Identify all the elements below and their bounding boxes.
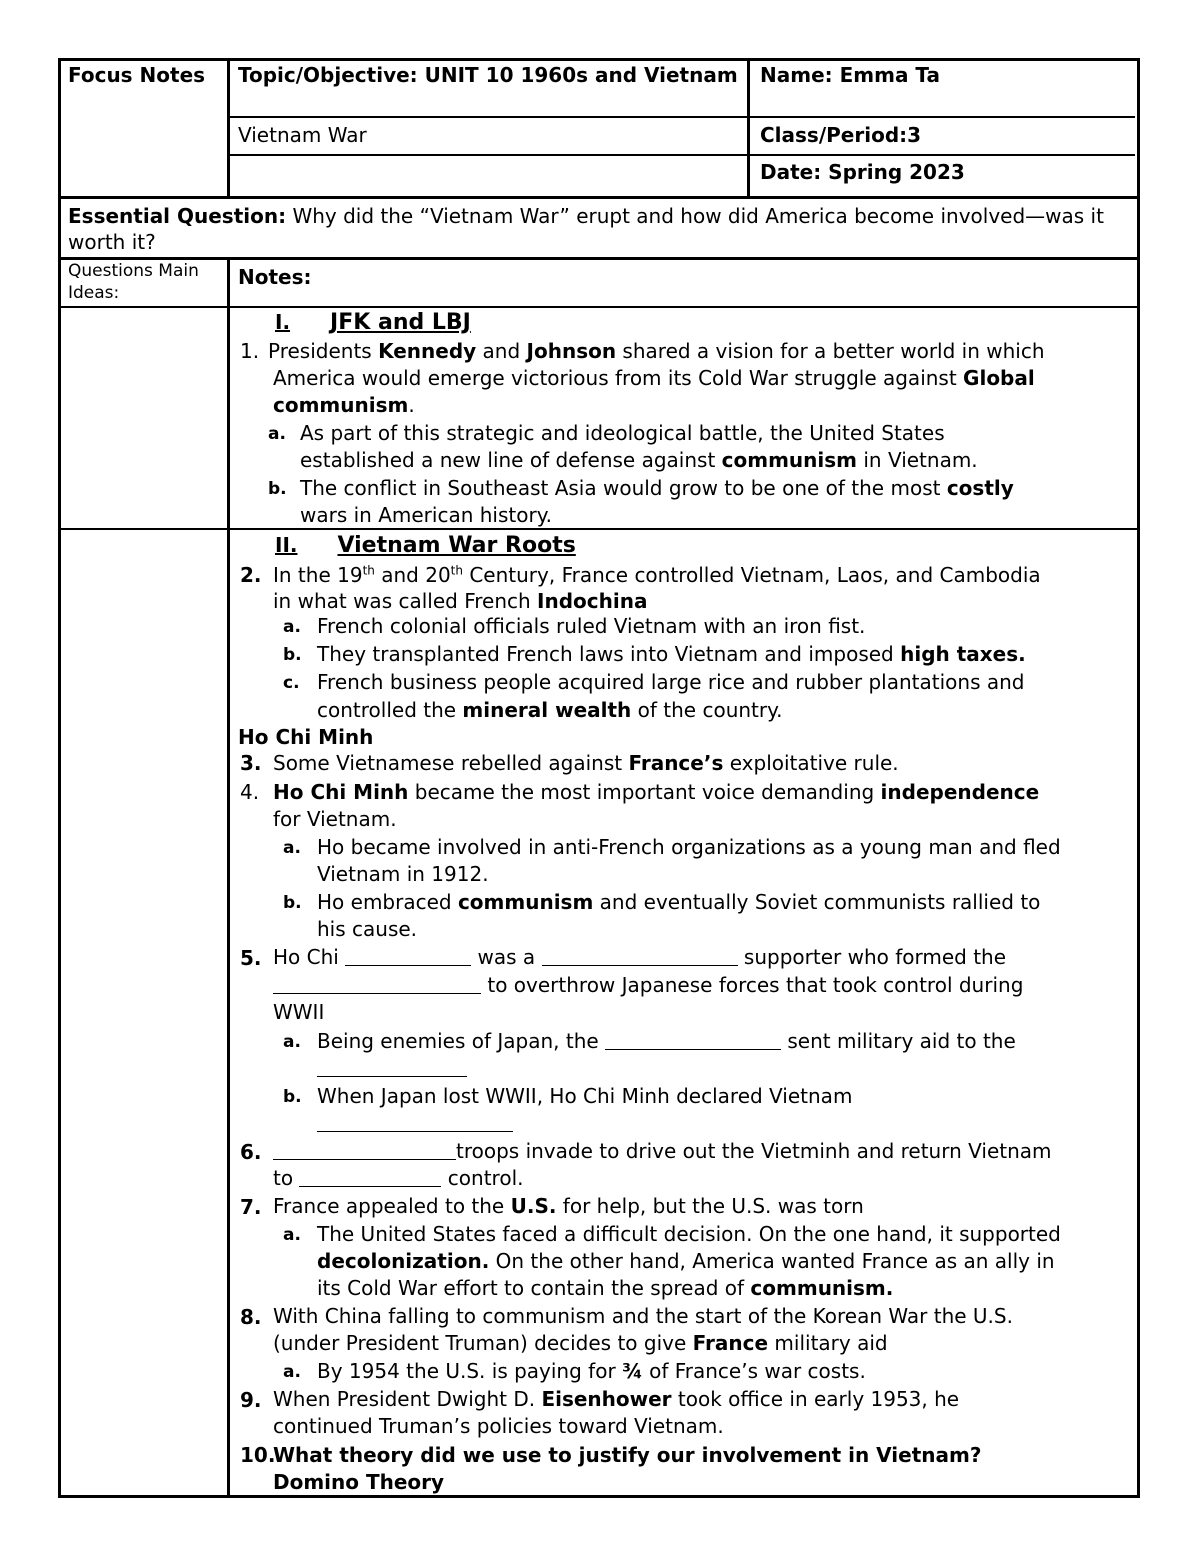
blank-input[interactable] (605, 1029, 781, 1050)
item-5a-line1: Being enemies of Japan, the sent military aid to the (317, 1029, 1016, 1053)
item-8a-label: a. (283, 1362, 301, 1382)
blank-input[interactable] (273, 1139, 456, 1160)
item-2c-label: c. (283, 673, 300, 693)
item-9-line1: When President Dwight D. Eisenhower took office in early 1953, he (273, 1387, 960, 1411)
item-1b-label: b. (268, 479, 287, 499)
item-5-line2: to overthrow Japanese forces that took control during (273, 972, 1023, 998)
section1-heading: I. JFK and LBJ (275, 310, 471, 335)
item-3-number: 3. (240, 751, 262, 775)
item-7a-line2: decolonization. On the other hand, America wanted France as an ally in (317, 1249, 1055, 1273)
item-6-number: 6. (240, 1140, 262, 1164)
item-5a-label: a. (283, 1032, 301, 1052)
item-6-line2: to control. (273, 1166, 524, 1190)
section2-heading: II. Vietnam War Roots (275, 533, 576, 558)
divider-col2 (747, 58, 750, 198)
item-7-line1: France appealed to the U.S. for help, but the U.S. was torn (273, 1194, 864, 1218)
item-1-line3: communism. (273, 393, 415, 417)
item-8-line1: With China falling to communism and the start of the Korean War the U.S. (273, 1304, 1013, 1328)
item-4a-line2: Vietnam in 1912. (317, 862, 489, 886)
item-1-line1: Presidents Kennedy and Johnson shared a vision for a better world in which (268, 339, 1045, 363)
item-5-line3: WWII (273, 1000, 325, 1024)
blank-input[interactable] (345, 945, 471, 966)
item-7a-line1: The United States faced a difficult decision. On the one hand, it supported (317, 1222, 1061, 1246)
blank-input[interactable] (317, 1111, 513, 1132)
item-2-line2: in what was called French Indochina (273, 589, 648, 613)
item-5-line1: Ho Chi was a supporter who formed the (273, 945, 1007, 969)
item-1a-line2: established a new line of defense against communism in Vietnam. (300, 448, 978, 472)
item-2a-label: a. (283, 617, 301, 637)
item-4b-line2: his cause. (317, 917, 418, 941)
ho-chi-minh-heading: Ho Chi Minh (238, 725, 374, 749)
item-6-line1: troops invade to drive out the Vietminh and return Vietnam (273, 1138, 1052, 1164)
item-5a-line2 (317, 1055, 467, 1081)
divider-section1 (60, 528, 1137, 530)
item-10-question: What theory did we use to justify our involvement in Vietnam? (273, 1443, 982, 1467)
item-9-number: 9. (240, 1388, 262, 1412)
item-3-text: Some Vietnamese rebelled against France’s exploitative rule. (273, 751, 899, 775)
item-5b-line1: When Japan lost WWII, Ho Chi Minh declared Vietnam (317, 1084, 853, 1108)
item-2c-line2: controlled the mineral wealth of the country. (317, 698, 783, 722)
item-4b-label: b. (283, 893, 302, 913)
blank-input[interactable] (317, 1056, 467, 1077)
divider-notes-col (227, 258, 230, 1498)
item-2b-label: b. (283, 645, 302, 665)
questions-main-ideas-label: Questions Main Ideas: (68, 261, 199, 303)
item-4a-line1: Ho became involved in anti-French organizations as a young man and fled (317, 835, 1061, 859)
essential-question: Essential Question: Why did the “Vietnam War” erupt and how did America become involved—was it worth it? (68, 204, 1104, 254)
item-8-number: 8. (240, 1305, 262, 1329)
blank-input[interactable] (542, 945, 738, 966)
blank-input[interactable] (273, 973, 481, 994)
item-2a-text: French colonial officials ruled Vietnam with an iron fist. (317, 614, 866, 638)
item-5-number: 5. (240, 946, 262, 970)
item-2b-text: They transplanted French laws into Vietnam and imposed high taxes. (317, 642, 1026, 666)
item-8-line2: (under President Truman) decides to give France military aid (273, 1331, 888, 1355)
item-10-answer: Domino Theory (273, 1470, 445, 1494)
focus-notes-label: Focus Notes (68, 63, 206, 87)
divider-row2 (747, 154, 1135, 156)
item-4a-label: a. (283, 838, 301, 858)
item-10-number: 10. (240, 1443, 276, 1467)
item-9-line2: continued Truman’s policies toward Vietnam. (273, 1414, 724, 1438)
item-1-number: 1. (240, 339, 260, 363)
divider-col1 (227, 58, 230, 198)
item-4-line1: Ho Chi Minh became the most important voice demanding independence (273, 780, 1040, 804)
notes-label: Notes: (238, 265, 312, 289)
item-1a-line1: As part of this strategic and ideological battle, the United States (300, 421, 945, 445)
item-7a-label: a. (283, 1225, 301, 1245)
divider-notes-header (60, 306, 1137, 308)
class-period: Class/Period:3 (760, 123, 922, 147)
date: Date: Spring 2023 (760, 160, 965, 184)
student-name: Name: Emma Ta (760, 63, 940, 87)
divider-row1 (229, 116, 1135, 118)
topic-objective: Topic/Objective: UNIT 10 1960s and Vietnam (238, 63, 738, 87)
item-1a-label: a. (268, 424, 286, 444)
item-5b-line2 (317, 1110, 513, 1136)
blank-input[interactable] (299, 1166, 441, 1187)
item-1b-line2: wars in American history. (300, 503, 553, 527)
divider-header-bottom (60, 196, 1137, 199)
item-7a-line3: its Cold War effort to contain the spread of communism. (317, 1276, 894, 1300)
subtopic: Vietnam War (238, 123, 367, 147)
item-2-number: 2. (240, 563, 262, 587)
item-2c-line1: French business people acquired large rice and rubber plantations and (317, 670, 1025, 694)
item-1-line2: America would emerge victorious from its Cold War struggle against Global (273, 366, 1035, 390)
item-8a-text: By 1954 the U.S. is paying for ¾ of France’s war costs. (317, 1359, 866, 1383)
item-4b-line1: Ho embraced communism and eventually Soviet communists rallied to (317, 890, 1041, 914)
item-1b-line1: The conflict in Southeast Asia would grow to be one of the most costly (300, 476, 1014, 500)
item-4-line2: for Vietnam. (273, 807, 397, 831)
divider-row2b (229, 154, 749, 156)
item-4-number: 4. (240, 780, 260, 804)
divider-eq-bottom (60, 257, 1137, 260)
item-2-line1: In the 19th and 20th Century, France controlled Vietnam, Laos, and Cambodia (273, 563, 1041, 587)
item-7-number: 7. (240, 1195, 262, 1219)
item-5b-label: b. (283, 1087, 302, 1107)
